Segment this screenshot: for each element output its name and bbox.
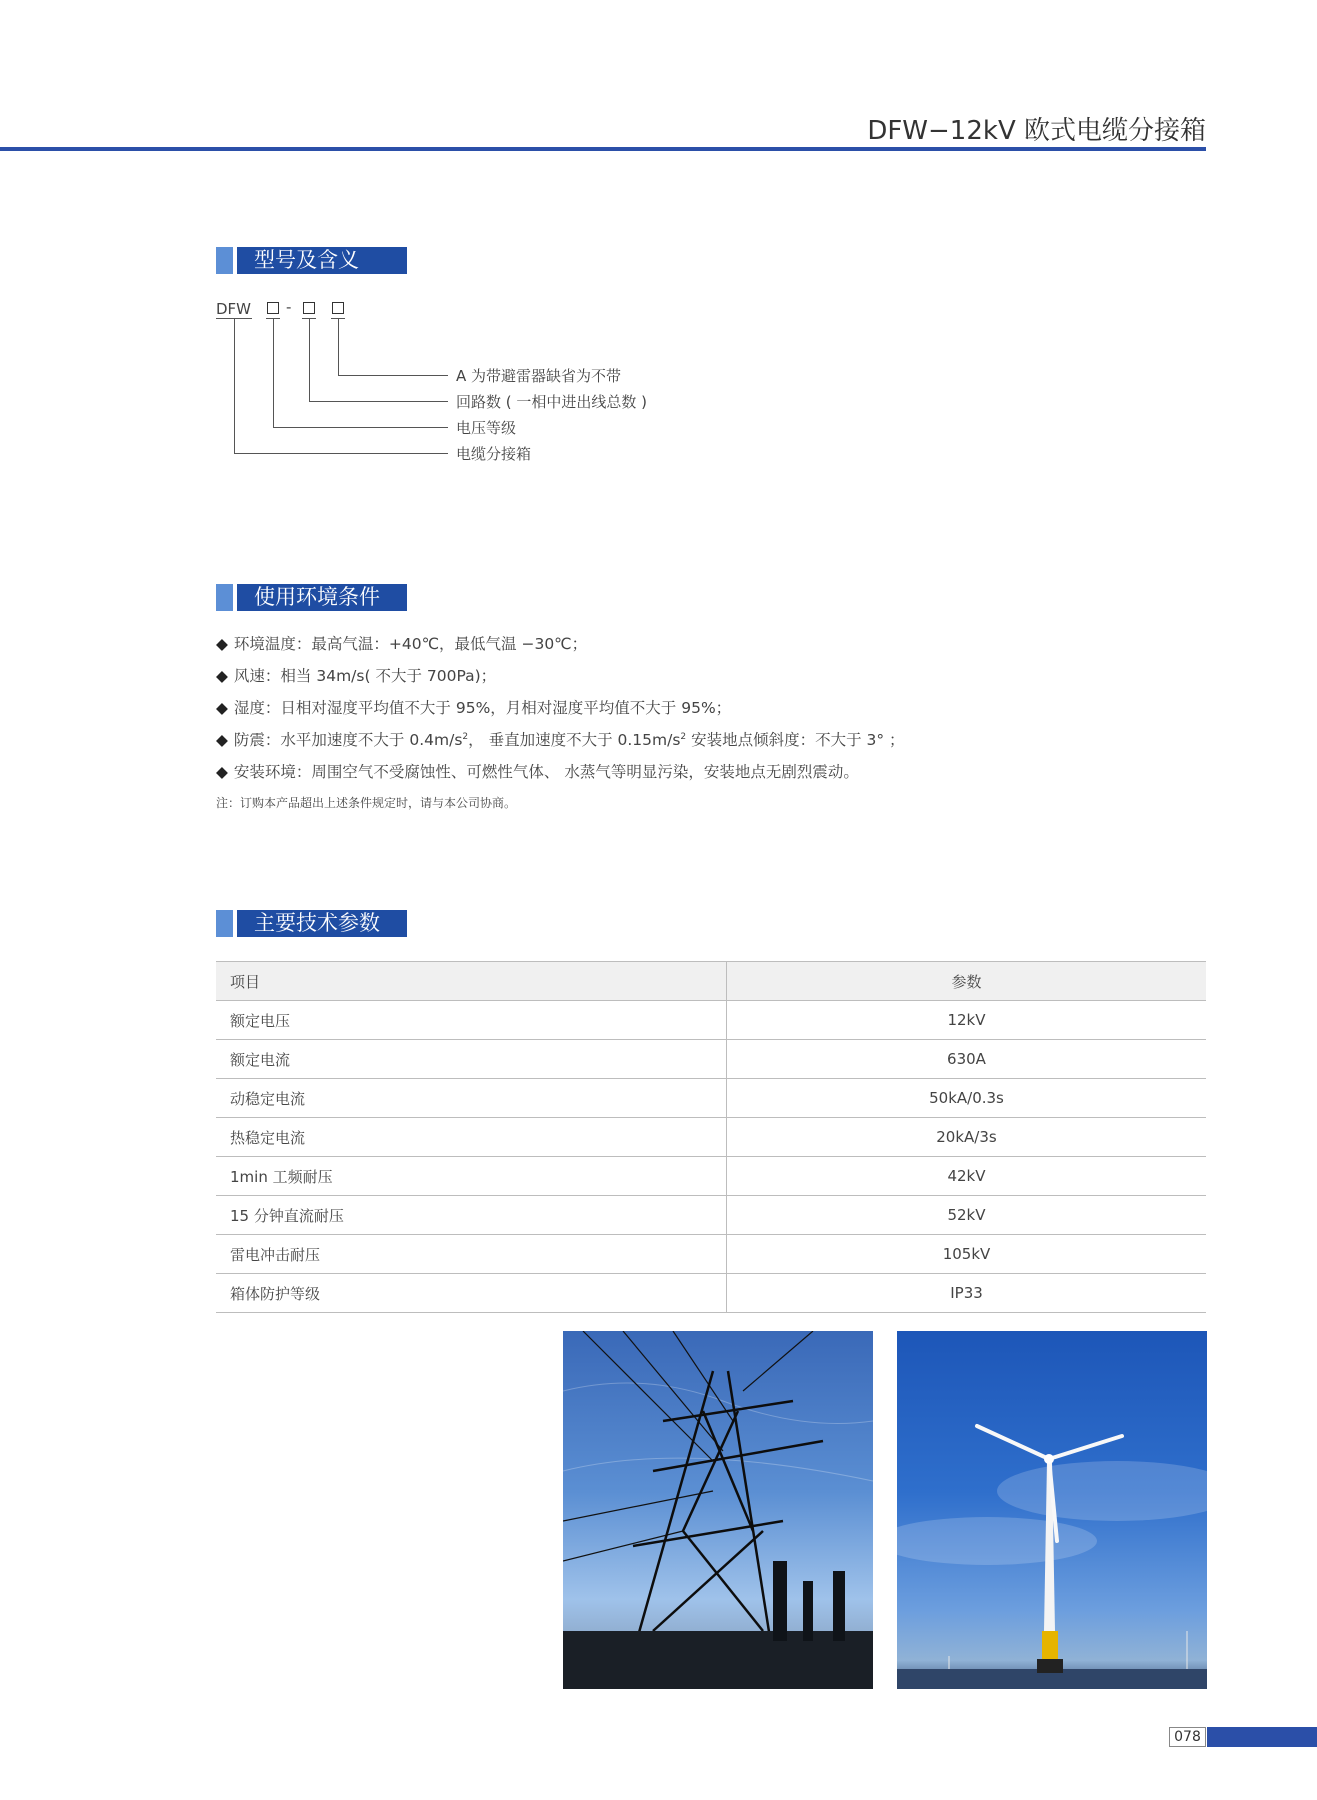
diamond-bullet-icon: ◆ [216, 667, 228, 685]
table-cell: 630A [727, 1040, 1207, 1079]
condition-text: 湿度：日相对湿度平均值不大于 95%，月相对湿度平均值不大于 95%； [233, 699, 732, 717]
leader-line [338, 318, 339, 375]
leader-line [234, 453, 448, 454]
table-cell: IP33 [727, 1274, 1207, 1313]
table-cell: 箱体防护等级 [216, 1274, 727, 1313]
designation-desc: 电缆分接箱 [456, 445, 532, 463]
wind-turbine-photo [897, 1331, 1207, 1689]
table-cell: 105kV [727, 1235, 1207, 1274]
document-title: DFW−12kV 欧式电缆分接箱 [867, 116, 1206, 146]
condition-text: 防震：水平加速度不大于 0.4m/s [233, 731, 463, 749]
condition-text: 环境温度：最高气温：+40℃，最低气温 −30℃； [233, 635, 588, 653]
section-title: 型号及含义 [237, 247, 407, 274]
footnote: 注：订购本产品超出上述条件规定时，请与本公司协商。 [216, 796, 517, 810]
condition-text: 安装环境：周围空气不受腐蚀性、可燃性气体、 水蒸气等明显污染，安装地点无剧烈震动。 [233, 763, 859, 781]
page-number-bar [1207, 1727, 1317, 1747]
table-cell: 50kA/0.3s [727, 1079, 1207, 1118]
leader-line [309, 318, 310, 401]
table-row [216, 1235, 1206, 1274]
placeholder-box [332, 302, 344, 314]
leader-line [338, 375, 448, 376]
table-row [216, 1079, 1206, 1118]
table-row [216, 1118, 1206, 1157]
list-item [216, 632, 1116, 664]
table-cell: 动稳定电流 [216, 1079, 727, 1118]
superscript: 2 [680, 731, 687, 742]
table-cell: 42kV [727, 1157, 1207, 1196]
table-row [216, 1040, 1206, 1079]
section-specs-heading [216, 910, 407, 937]
table-header-row [216, 962, 1206, 1001]
wind-turbine-illustration [897, 1331, 1207, 1689]
diamond-bullet-icon: ◆ [216, 731, 228, 749]
table-cell: 额定电压 [216, 1001, 727, 1040]
table-cell: 热稳定电流 [216, 1118, 727, 1157]
section-accent-block [216, 910, 233, 937]
diamond-bullet-icon: ◆ [216, 635, 228, 653]
section-title: 使用环境条件 [237, 584, 407, 611]
table-cell: 15 分钟直流耐压 [216, 1196, 727, 1235]
table-cell: 雷电冲击耐压 [216, 1235, 727, 1274]
superscript: 2 [462, 731, 469, 742]
model-dash: - [286, 298, 292, 316]
placeholder-box [267, 302, 279, 314]
table-cell: 额定电流 [216, 1040, 727, 1079]
section-environment-heading [216, 584, 407, 611]
list-item [216, 664, 1116, 696]
transmission-tower-photo [563, 1331, 873, 1689]
condition-text: ， 垂直加速度不大于 0.15m/s [468, 731, 681, 749]
table-cell: 1min 工频耐压 [216, 1157, 727, 1196]
designation-desc: 电压等级 [456, 419, 517, 437]
model-designation-diagram [216, 296, 736, 476]
table-row [216, 1274, 1206, 1313]
list-item [216, 760, 1116, 792]
leader-line [273, 427, 448, 428]
section-model-heading [216, 247, 407, 274]
conditions-list [216, 632, 1116, 792]
leader-line [234, 318, 235, 453]
condition-text: 风速：相当 34m/s( 不大于 700Pa)； [233, 667, 497, 685]
leader-line [273, 318, 274, 427]
table-cell: 52kV [727, 1196, 1207, 1235]
header-rule [0, 147, 1206, 151]
placeholder-box [303, 302, 315, 314]
table-row [216, 1196, 1206, 1235]
spec-table [216, 961, 1206, 1313]
table-row [216, 1001, 1206, 1040]
list-item [216, 728, 1116, 760]
diamond-bullet-icon: ◆ [216, 699, 228, 717]
diamond-bullet-icon: ◆ [216, 763, 228, 781]
list-item [216, 696, 1116, 728]
table-cell: 20kA/3s [727, 1118, 1207, 1157]
table-row [216, 1157, 1206, 1196]
designation-desc: 回路数 ( 一相中进出线总数 ) [456, 393, 648, 411]
page-number: 078 [1169, 1727, 1206, 1747]
section-title: 主要技术参数 [237, 910, 407, 937]
model-code: DFW [216, 300, 252, 318]
leader-line [309, 401, 448, 402]
column-header: 项目 [216, 962, 727, 1001]
table-cell: 12kV [727, 1001, 1207, 1040]
designation-desc: A 为带避雷器缺省为不带 [456, 367, 622, 385]
condition-text: 安装地点倾斜度：不大于 3° ； [686, 731, 905, 749]
section-accent-block [216, 247, 233, 274]
column-header: 参数 [727, 962, 1207, 1001]
transmission-tower-illustration [563, 1331, 873, 1689]
section-accent-block [216, 584, 233, 611]
